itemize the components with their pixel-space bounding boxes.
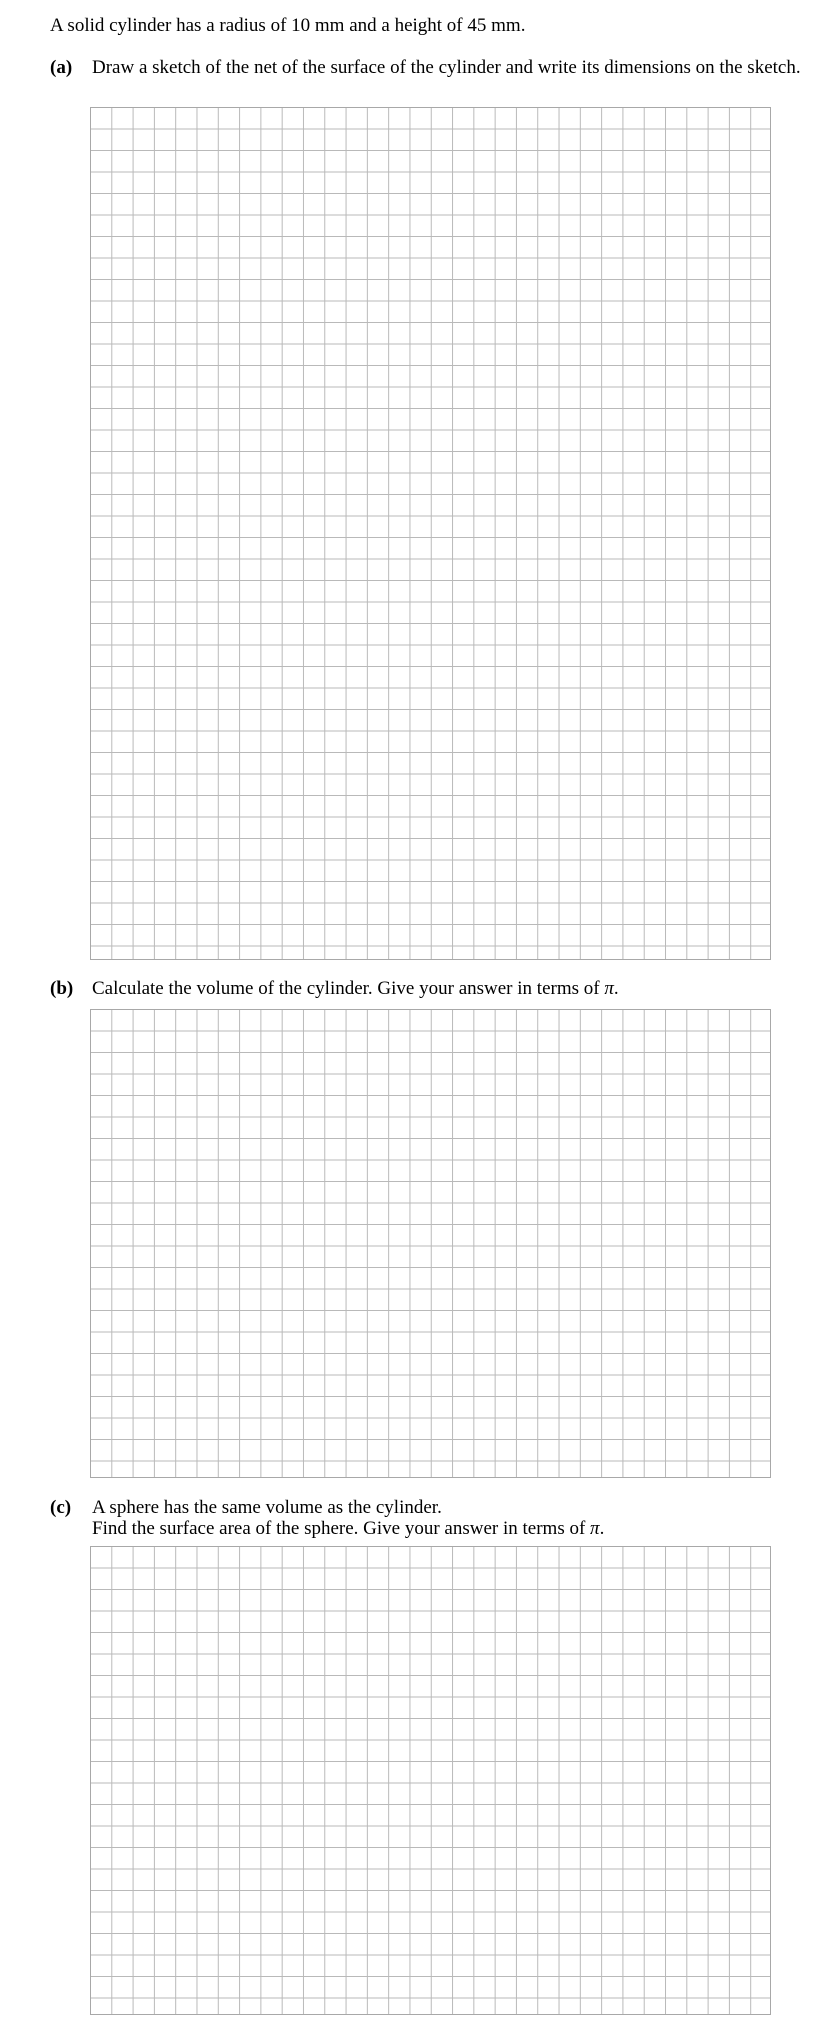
answer-grid-c[interactable] [90, 1546, 771, 2015]
part-c-line-1: A sphere has the same volume as the cylinder. [92, 1497, 442, 1518]
part-b-trailing: . [613, 978, 619, 999]
part-b-label: (b) [50, 978, 74, 999]
part-b-text: Calculate the volume of the cylinder. Give your answer in terms of [92, 978, 600, 999]
part-c-line-2 [92, 1518, 604, 1540]
answer-grid-a[interactable] [90, 107, 771, 960]
question-stem: A solid cylinder has a radius of 10 mm and a height of 45 mm. [50, 15, 526, 36]
part-c-trailing: . [599, 1518, 605, 1539]
answer-grid-b[interactable] [90, 1009, 771, 1478]
part-b-instruction [92, 978, 619, 1000]
part-c-label: (c) [50, 1497, 72, 1518]
part-c-text: Find the surface area of the sphere. Give your answer in terms of [92, 1518, 586, 1539]
pi-symbol: π [590, 1518, 600, 1539]
pi-symbol: π [604, 978, 614, 999]
part-a-label: (a) [50, 57, 73, 78]
part-a-instruction: Draw a sketch of the net of the surface of the cylinder and write its dimensions on the sketch. [92, 57, 801, 78]
